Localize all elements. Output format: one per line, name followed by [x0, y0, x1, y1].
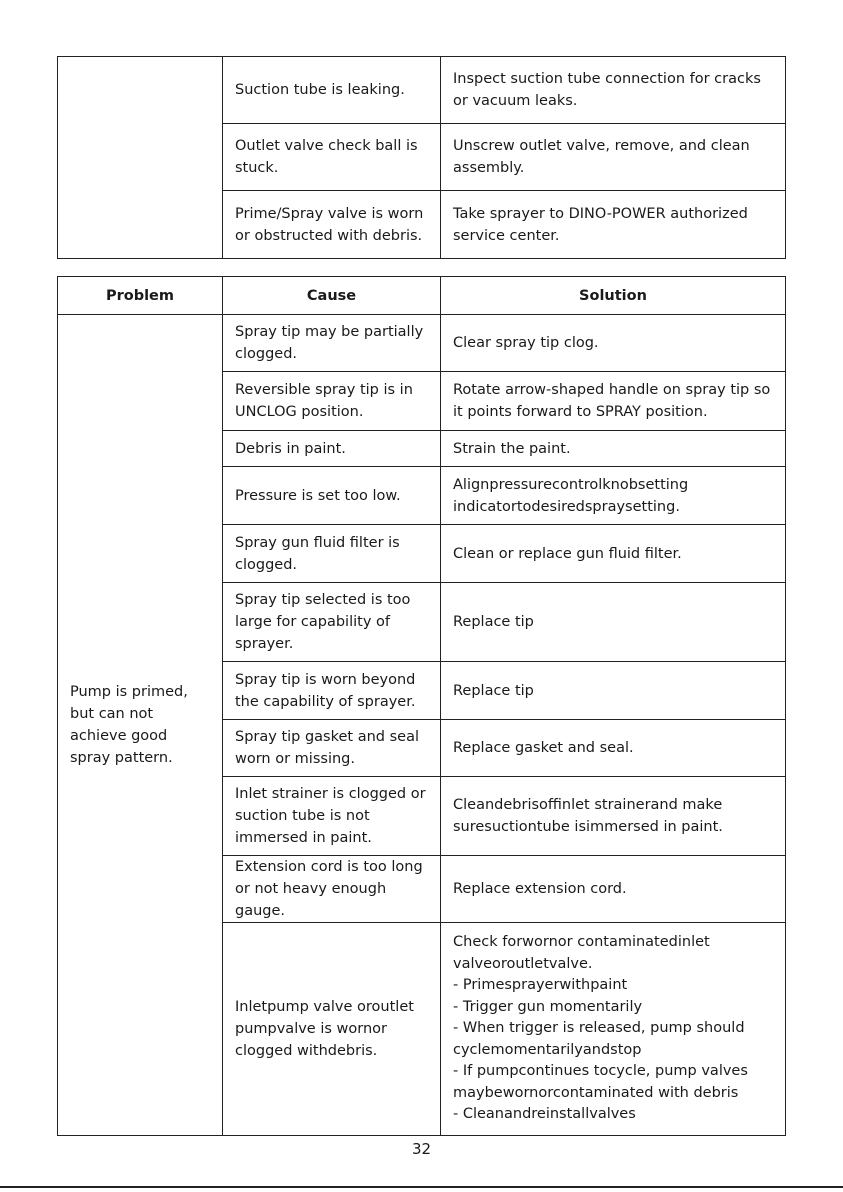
cause-cell: Pressure is set too low. — [223, 467, 441, 525]
problem-cell: Pump is primed, but can not achieve good spray pattern. — [58, 315, 223, 1136]
solution-steps — [453, 932, 773, 1126]
table-row — [58, 315, 786, 372]
solution-cell: Clean or replace gun fluid filter. — [441, 525, 786, 583]
cause-cell: Debris in paint. — [223, 431, 441, 467]
solution-cell: Clear spray tip clog. — [441, 315, 786, 372]
cause-cell: Extension cord is too long or not heavy enough gauge. — [223, 856, 441, 923]
solution-cell: Rotate arrow-shaped handle on spray tip so it points forward to SPRAY position. — [441, 372, 786, 431]
solution-cell: Take sprayer to DINO-POWER authorized service center. — [441, 191, 786, 259]
cause-cell: Spray tip gasket and seal worn or missing. — [223, 720, 441, 777]
cause-cell: Prime/Spray valve is worn or obstructed with debris. — [223, 191, 441, 259]
solution-cell: Alignpressurecontrolknobsetting indicatortodesiredspraysetting. — [441, 467, 786, 525]
table-row — [58, 57, 786, 124]
cause-cell: Inlet strainer is clogged or suction tube is not immersed in paint. — [223, 777, 441, 856]
solution-step: - Cleanandreinstallvalves — [453, 1106, 636, 1123]
bottom-divider — [0, 1186, 843, 1188]
cause-cell: Spray tip is worn beyond the capability of sprayer. — [223, 662, 441, 720]
solution-step: - Trigger gun momentarily — [453, 998, 643, 1015]
cause-cell: Reversible spray tip is in UNCLOG position. — [223, 372, 441, 431]
problem-cell — [58, 57, 223, 259]
page-number: 32 — [411, 1140, 432, 1158]
troubleshooting-table — [57, 276, 786, 1136]
solution-step: - Primesprayerwithpaint — [453, 977, 628, 994]
cause-cell: Outlet valve check ball is stuck. — [223, 124, 441, 191]
solution-cell: Replace extension cord. — [441, 856, 786, 923]
solution-cell: Strain the paint. — [441, 431, 786, 467]
cause-cell: Spray tip may be partially clogged. — [223, 315, 441, 372]
solution-cell: Unscrew outlet valve, remove, and clean assembly. — [441, 124, 786, 191]
cause-cell: Spray gun fluid filter is clogged. — [223, 525, 441, 583]
solution-step: Check forwornor contaminatedinlet valveoroutletvalve. — [453, 934, 710, 972]
solution-cell: Replace tip — [441, 583, 786, 662]
table-header-row — [58, 277, 786, 315]
solution-cell: Cleandebrisoffinlet strainerand make suresuctiontube isimmersed in paint. — [441, 777, 786, 856]
cause-cell: Spray tip selected is too large for capability of sprayer. — [223, 583, 441, 662]
header-cause: Cause — [223, 277, 441, 315]
solution-step: - When trigger is released, pump should cyclemomentarilyandstop — [453, 1020, 745, 1058]
solution-cell — [441, 923, 786, 1136]
cause-cell: Inletpump valve oroutlet pumpvalve is wornor clogged withdebris. — [223, 923, 441, 1136]
troubleshooting-table-continued — [57, 56, 786, 259]
header-problem: Problem — [58, 277, 223, 315]
cause-cell: Suction tube is leaking. — [223, 57, 441, 124]
solution-cell: Inspect suction tube connection for cracks or vacuum leaks. — [441, 57, 786, 124]
solution-cell: Replace gasket and seal. — [441, 720, 786, 777]
solution-step: - If pumpcontinues tocycle, pump valves maybewornorcontaminated with debris — [453, 1063, 748, 1101]
header-solution: Solution — [441, 277, 786, 315]
solution-cell: Replace tip — [441, 662, 786, 720]
